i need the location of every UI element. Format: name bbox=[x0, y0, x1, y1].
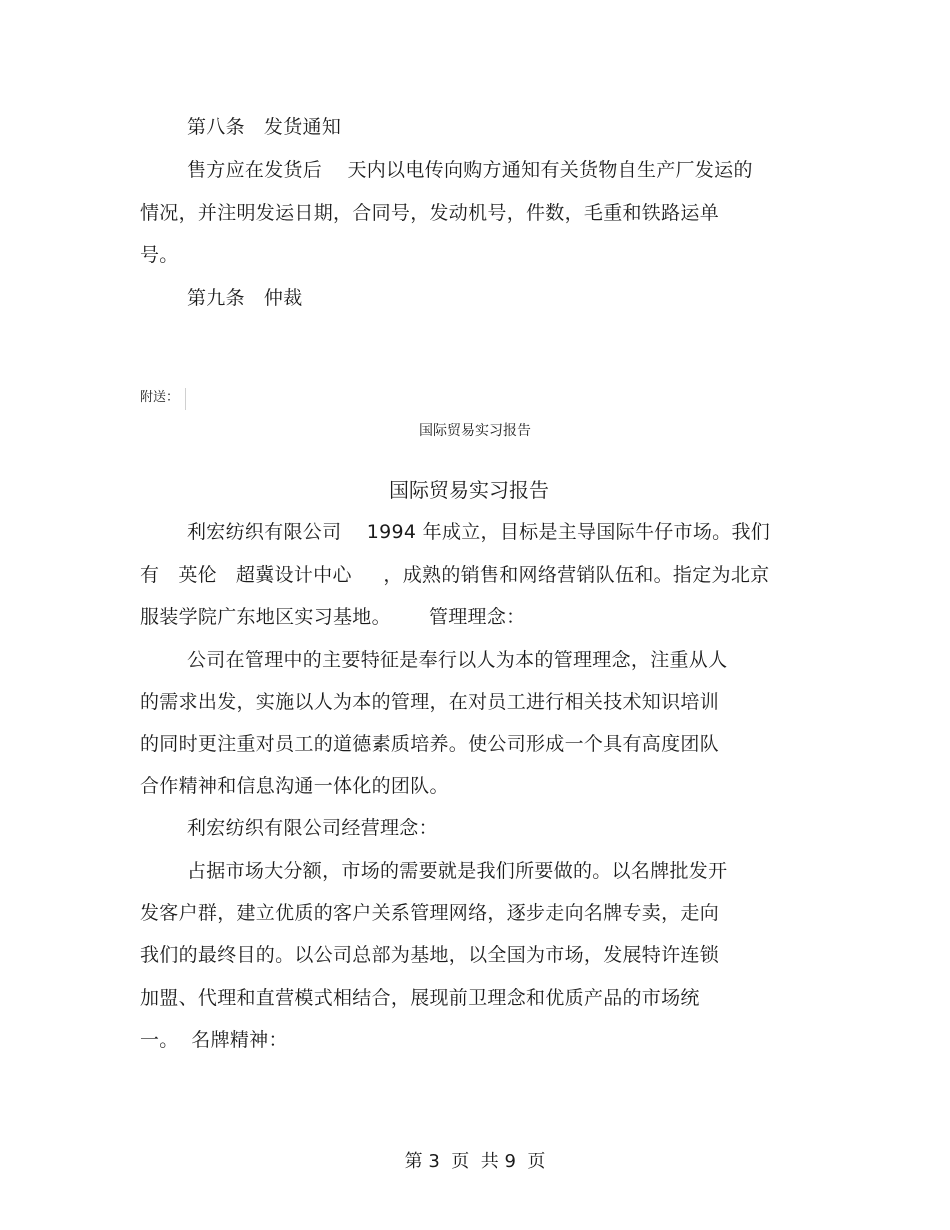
report-title: 国际贸易实习报告 bbox=[389, 478, 549, 502]
report-p4-line-1: 占据市场大分额，市场的需要就是我们所要做的。以名牌批发开 bbox=[187, 860, 728, 882]
report-p1-line-2: 有 英伦 超冀设计中心 ，成熟的销售和网络营销队伍和。指定为北京 bbox=[140, 564, 770, 586]
article-8-line-2: 情况，并注明发运日期，合同号，发动机号，件数，毛重和铁路运单 bbox=[140, 202, 720, 224]
report-p1-line-3: 服装学院广东地区实习基地。 管理理念： bbox=[140, 606, 526, 628]
article-9-heading: 第九条 仲裁 bbox=[187, 287, 303, 309]
report-p4-line-4: 加盟、代理和直营模式相结合，展现前卫理念和优质产品的市场统 bbox=[140, 987, 700, 1009]
page-footer: 第 3 页 共 9 页 bbox=[404, 1151, 546, 1172]
attachment-label: 附送： bbox=[140, 390, 180, 405]
article-8-heading: 第八条 发货通知 bbox=[187, 116, 342, 138]
report-p2-line-4: 合作精神和信息沟通一体化的团队。 bbox=[140, 775, 449, 797]
article-8-line-1: 售方应在发货后 天内以电传向购方通知有关货物自生产厂发运的 bbox=[187, 159, 753, 181]
report-p4-line-3: 我们的最终目的。以公司总部为基地，以全国为市场，发展特许连锁 bbox=[140, 944, 720, 966]
report-p1-line-1: 利宏纺织有限公司 1994 年成立，目标是主导国际牛仔市场。我们 bbox=[187, 521, 771, 543]
report-p2-line-1: 公司在管理中的主要特征是奉行以人为本的管理理念，注重从人 bbox=[187, 649, 728, 671]
report-p3-line-1: 利宏纺织有限公司经营理念： bbox=[187, 817, 438, 839]
report-p4-line-2: 发客户群，建立优质的客户关系管理网络，逐步走向名牌专卖，走向 bbox=[140, 902, 720, 924]
report-p2-line-2: 的需求出发，实施以人为本的管理，在对员工进行相关技术知识培训 bbox=[140, 691, 720, 713]
attachment-marker bbox=[185, 388, 186, 410]
report-p4-line-5: 一。 名牌精神： bbox=[140, 1029, 288, 1051]
report-small-title: 国际贸易实习报告 bbox=[419, 423, 531, 439]
article-8-line-3: 号。 bbox=[140, 244, 179, 266]
report-p2-line-3: 的同时更注重对员工的道德素质培养。使公司形成一个具有高度团队 bbox=[140, 733, 720, 755]
